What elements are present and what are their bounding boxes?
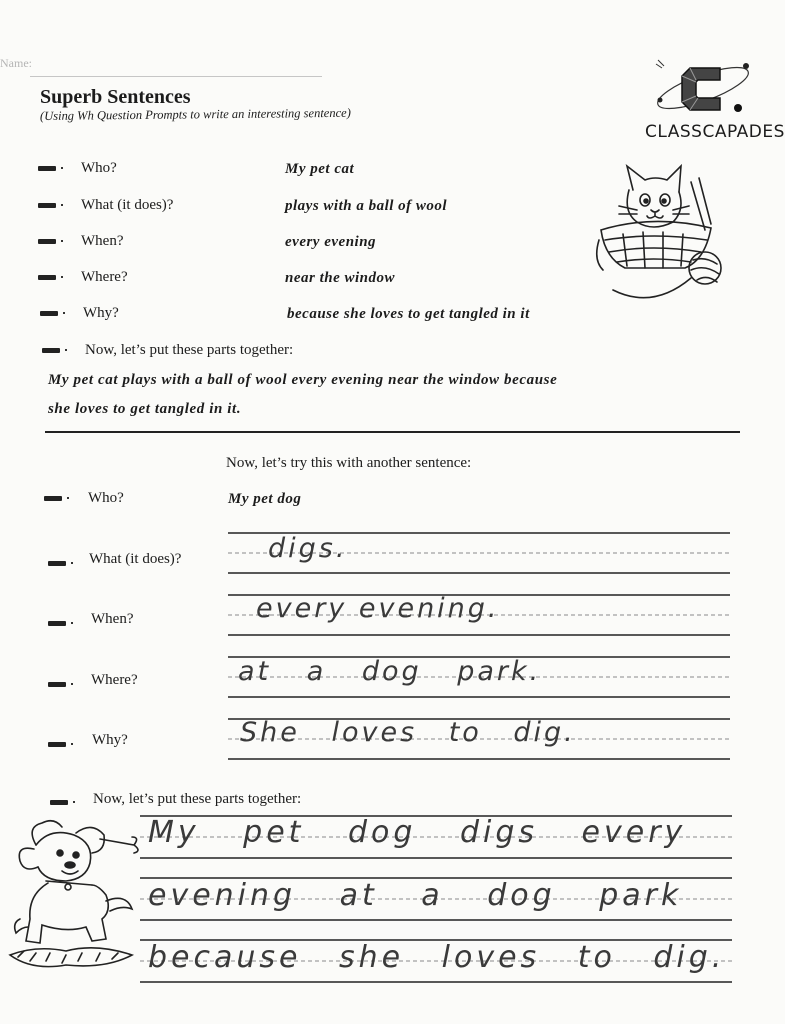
example-question-why: Why? xyxy=(83,305,119,321)
bullet-icon xyxy=(48,682,66,687)
name-label: Name: xyxy=(0,56,32,70)
bullet-icon xyxy=(38,166,56,171)
bullet-icon xyxy=(42,348,60,353)
example-question-who: Who? xyxy=(81,160,117,176)
example-answer-who: My pet cat xyxy=(285,161,355,177)
name-field-line[interactable] xyxy=(30,76,322,77)
example-combined-line-2: she loves to get tangled in it. xyxy=(48,401,242,417)
handwritten-combined-line-1[interactable]: My pet dog digs every xyxy=(148,815,687,850)
bullet-icon xyxy=(38,239,56,244)
handwritten-answer-why[interactable]: She loves to dig. xyxy=(240,717,576,748)
exercise-question-why: Why? xyxy=(92,732,128,748)
example-answer-why: because she loves to get tangled in it xyxy=(287,306,530,322)
example-answer-when: every evening xyxy=(285,234,377,250)
exercise-question-when: When? xyxy=(91,611,134,627)
exercise-intro: Now, let’s try this with another sentence: xyxy=(226,455,472,471)
bullet-icon xyxy=(40,311,58,316)
handwritten-answer-what[interactable]: digs. xyxy=(268,533,348,564)
example-question-where: Where? xyxy=(81,269,128,285)
example-question-when: When? xyxy=(81,233,124,249)
bullet-icon xyxy=(38,203,56,208)
example-question-what: What (it does)? xyxy=(81,197,174,213)
handwritten-combined-line-3[interactable]: because she loves to dig. xyxy=(148,940,726,975)
example-answer-where: near the window xyxy=(285,270,396,286)
worksheet-subtitle: (Using Wh Question Prompts to write an interesting sentence) xyxy=(39,105,351,123)
exercise-question-where: Where? xyxy=(91,672,138,688)
bullet-icon xyxy=(44,496,62,501)
cat-in-yarn-basket-icon xyxy=(593,160,728,305)
bullet-icon xyxy=(50,800,68,805)
worksheet-title: Superb Sentences xyxy=(40,86,191,108)
example-together-prompt: Now, let’s put these parts together: xyxy=(85,342,294,358)
section-divider xyxy=(45,431,740,433)
exercise-question-who: Who? xyxy=(88,490,124,506)
handwritten-answer-when[interactable]: every evening. xyxy=(256,593,500,624)
example-answer-what: plays with a ball of wool xyxy=(285,198,448,214)
exercise-answer-who: My pet dog xyxy=(228,491,302,507)
exercise-together-prompt: Now, let’s put these parts together: xyxy=(93,791,302,807)
bullet-icon xyxy=(48,561,66,566)
example-combined-line-1: My pet cat plays with a ball of wool every evening near the window because xyxy=(48,372,558,388)
handwritten-answer-where[interactable]: at a dog park. xyxy=(238,656,542,687)
puppy-icon xyxy=(6,815,144,980)
bullet-icon xyxy=(48,621,66,626)
bullet-icon xyxy=(48,742,66,747)
logo-text: CLASSCAPADES xyxy=(645,122,785,142)
classcapades-logo-icon xyxy=(648,50,758,122)
exercise-question-what: What (it does)? xyxy=(89,551,182,567)
handwritten-combined-line-2[interactable]: evening at a dog park xyxy=(148,878,683,913)
bullet-icon xyxy=(38,275,56,280)
